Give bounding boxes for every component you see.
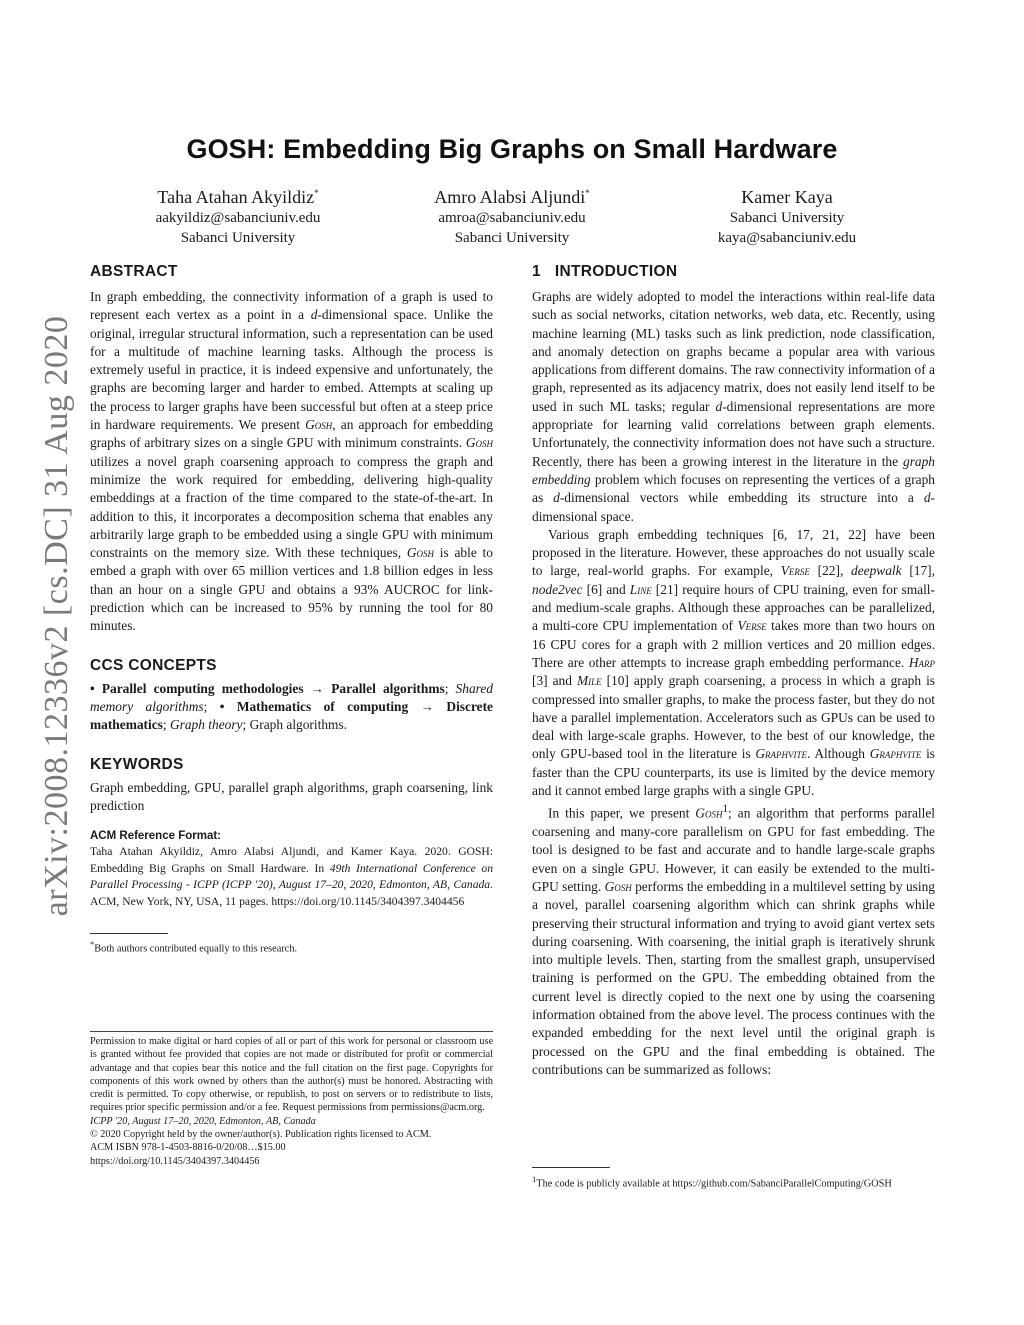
arxiv-stamp: arXiv:2008.12336v2 [cs.DC] 31 Aug 2020: [38, 315, 75, 917]
author-1-email: aakyildiz@sabanciuniv.edu: [155, 210, 321, 226]
intro-paragraph-1: Graphs are widely adopted to model the interactions within real-life data such as social networks, citation networks, web data, etc. Recently, using machine learning (ML) tasks such as link prediction, node classification, and anomaly detection on graphs became a popular area with various applications from different domains. The raw connectivity information of a graph, represented as its adjacency matrix, does not easily lend itself to be used in such ML tasks; regular d-dimensional representations are more appropriate for learning valid correlations between graph elements. Unfortunately, the connectivity information does not have such a structure. Recently, there has been a growing interest in the literature in the graph embedding problem which focuses on representing the vertices of a graph as d-dimensional vectors while embedding its structure into a d-dimensional space.: [532, 289, 935, 524]
intro-heading: 1 INTRODUCTION: [532, 263, 678, 280]
conf-line: ICPP '20, August 17–20, 2020, Edmonton, AB, Canada: [90, 1115, 316, 1127]
right-column: [532, 262, 935, 1079]
acm-ref-text: Taha Atahan Akyildiz, Amro Alabsi Aljundi, and Kamer Kaya. 2020. GOSH: Embedding Big Graphs on Small Hardware. In 49th International Conference on Parallel Processing - ICPP (ICPP '20), August 17–20, 2020, Edmonton, AB, Canada. ACM, New York, NY, USA, 11 pages. https://doi.org/10.1145/3404397.3404456: [90, 845, 493, 908]
permission-text: Permission to make digital or hard copies of all or part of this work for personal or classroom use is granted without fee provided that copies are not made or distributed for profit or commercial advantage and that copies bear this notice and the full citation on the first page. Copyrights for components of this work owned by others than the author(s) must be honored. Abstracting with credit is permitted. To copy otherwise, or republish, to post on servers or to redistribute to lists, requires prior specific permission and/or a fee. Request permissions from permissions@acm.org.: [90, 1036, 493, 1114]
intro-paragraph-3: In this paper, we present Gosh$^1$; an algorithm that performs parallel coarsening and many-core parallelism on GPU for fast embedding. The tool is designed to be fast and accurate and to handle large-scale graphs even on a single GPU. However, it can easily be extended to the multi-GPU setting. Gosh performs the embedding in a multilevel setting by using a novel, parallel coarsening algorithm which can shrink graphs while preserving their structural information and trying to avoid giant vertex sets during coarsening. With coarsening, the initial graph is iteratively shrunk into multiple levels. Then, starting from the smallest graph, unsupervised training is performed on the GPU. The embedding obtained from the current level is directly copied to the next one by using the coarsening information obtained from the above level. The process continues with the expanded embedding for the next level until the original graph is processed on the GPU and the final embedding is obtained. The contributions can be summarized as follows:: [532, 803, 935, 1077]
footnote-code-availability: $^1$The code is publicly available at https://github.com/SabanciParallelComputing/GOSH: [532, 1174, 892, 1190]
paper-title: GOSH: Embedding Big Graphs on Small Hardware: [186, 134, 838, 164]
author-3: [637, 186, 937, 248]
footnote-equal-contribution: *Both authors contributed equally to this research.: [90, 938, 298, 954]
author-2-name: Amro Alabsi Aljundi: [434, 187, 586, 207]
abstract-text: In graph embedding, the connectivity information of a graph is used to represent each vertex as a point in a d-dimensional space. Unlike the original, irregular structural information, such a representation can be used for a multitude of machine learning tasks. Although the process is extremely useful in practice, it is indeed expensive and unfortunately, the graphs are becoming larger and harder to embed. Attempts at scaling up the process to larger graphs have been successful but often at a steep price in hardware requirements. We present Gosh, an approach for embedding graphs of arbitrary sizes on a single GPU with minimum constraints. Gosh utilizes a novel graph coarsening approach to compress the graph and minimize the work required for embedding, delivering high-quality embeddings at a fraction of the time compared to the state-of-the-art. In addition to this, it incorporates a decomposition schema that enables any arbitrarily large graph to be embedded using a single GPU with minimum constraints on the memory size. With these techniques, Gosh is able to embed a graph with over 65 million vertices and 1.8 billion edges in less than an hour on a single GPU and obtains a 93% AUCROC for link-prediction which can be increased to 95% by running the tool for 80 minutes.: [90, 289, 494, 634]
intro-paragraph-2: Various graph embedding techniques [6, 17, 21, 22] have been proposed in the literature. However, these approaches do not usually scale to large, real-world graphs. For example, Verse [22], deepwalk [17], node2vec [6] and Line [21] require hours of CPU training, even for small- and medium-scale graphs. Although these approaches can be parallelized, a multi-core CPU implementation of Verse takes more than two hours on 16 CPU cores for a graph with 2 million vertices and 20 million edges. There are other attempts to increase graph embedding performance. Harp [3] and Mile [10] apply graph coarsening, a process in which a graph is compressed into smaller graphs, to make the process faster, but they do not have a parallel implementation. Accelerators such as GPUs can be used to deal with large-scale graphs. However, to the best of our knowledge, the only GPU-based tool in the literature is Graphvite. Although Graphvite is faster than the CPU counterparts, its use is limited by the device memory and it cannot embed large graphs with a single GPU.: [532, 526, 936, 799]
author-3-affiliation: Sabanci University: [729, 210, 845, 226]
isbn-line: ACM ISBN 978-1-4503-8816-0/20/08…$15.00: [90, 1142, 286, 1154]
author-2: [362, 186, 662, 248]
author-3-email: kaya@sabanciuniv.edu: [717, 230, 857, 246]
author-2-email: amroa@sabanciuniv.edu: [438, 210, 586, 226]
acm-ref-heading: ACM Reference Format:: [90, 830, 221, 843]
ccs-text: • Parallel computing methodologies → Parallel algorithms; Shared memory algorithms; • Mathematics of computing → Discrete mathematics; Graph theory; Graph algorithms.: [90, 680, 493, 733]
left-column: [90, 262, 493, 956]
footnote-rule: [90, 933, 168, 934]
permission-block: [90, 1031, 493, 1168]
abstract-heading: ABSTRACT: [90, 263, 178, 280]
copyright-line: © 2020 Copyright held by the owner/author(s). Publication rights licensed to ACM.: [90, 1129, 432, 1141]
author-1-name: Taha Atahan Akyildiz: [157, 187, 315, 207]
footnote-rule-right: [532, 1167, 610, 1168]
ccs-heading: CCS CONCEPTS: [90, 656, 217, 674]
doi-link[interactable]: https://doi.org/10.1145/3404397.3404456: [90, 1155, 260, 1167]
author-1: [88, 186, 388, 248]
author-1-mark: *: [314, 188, 319, 198]
keywords-heading: KEYWORDS: [90, 755, 184, 773]
author-3-name: Kamer Kaya: [741, 187, 833, 207]
keywords-text: Graph embedding, GPU, parallel graph algorithms, graph coarsening, link prediction: [90, 779, 493, 813]
footnote-ref-1[interactable]: 1: [722, 803, 729, 816]
author-2-affiliation: Sabanci University: [454, 230, 570, 246]
author-2-mark: *: [585, 188, 590, 198]
author-1-affiliation: Sabanci University: [180, 230, 296, 246]
